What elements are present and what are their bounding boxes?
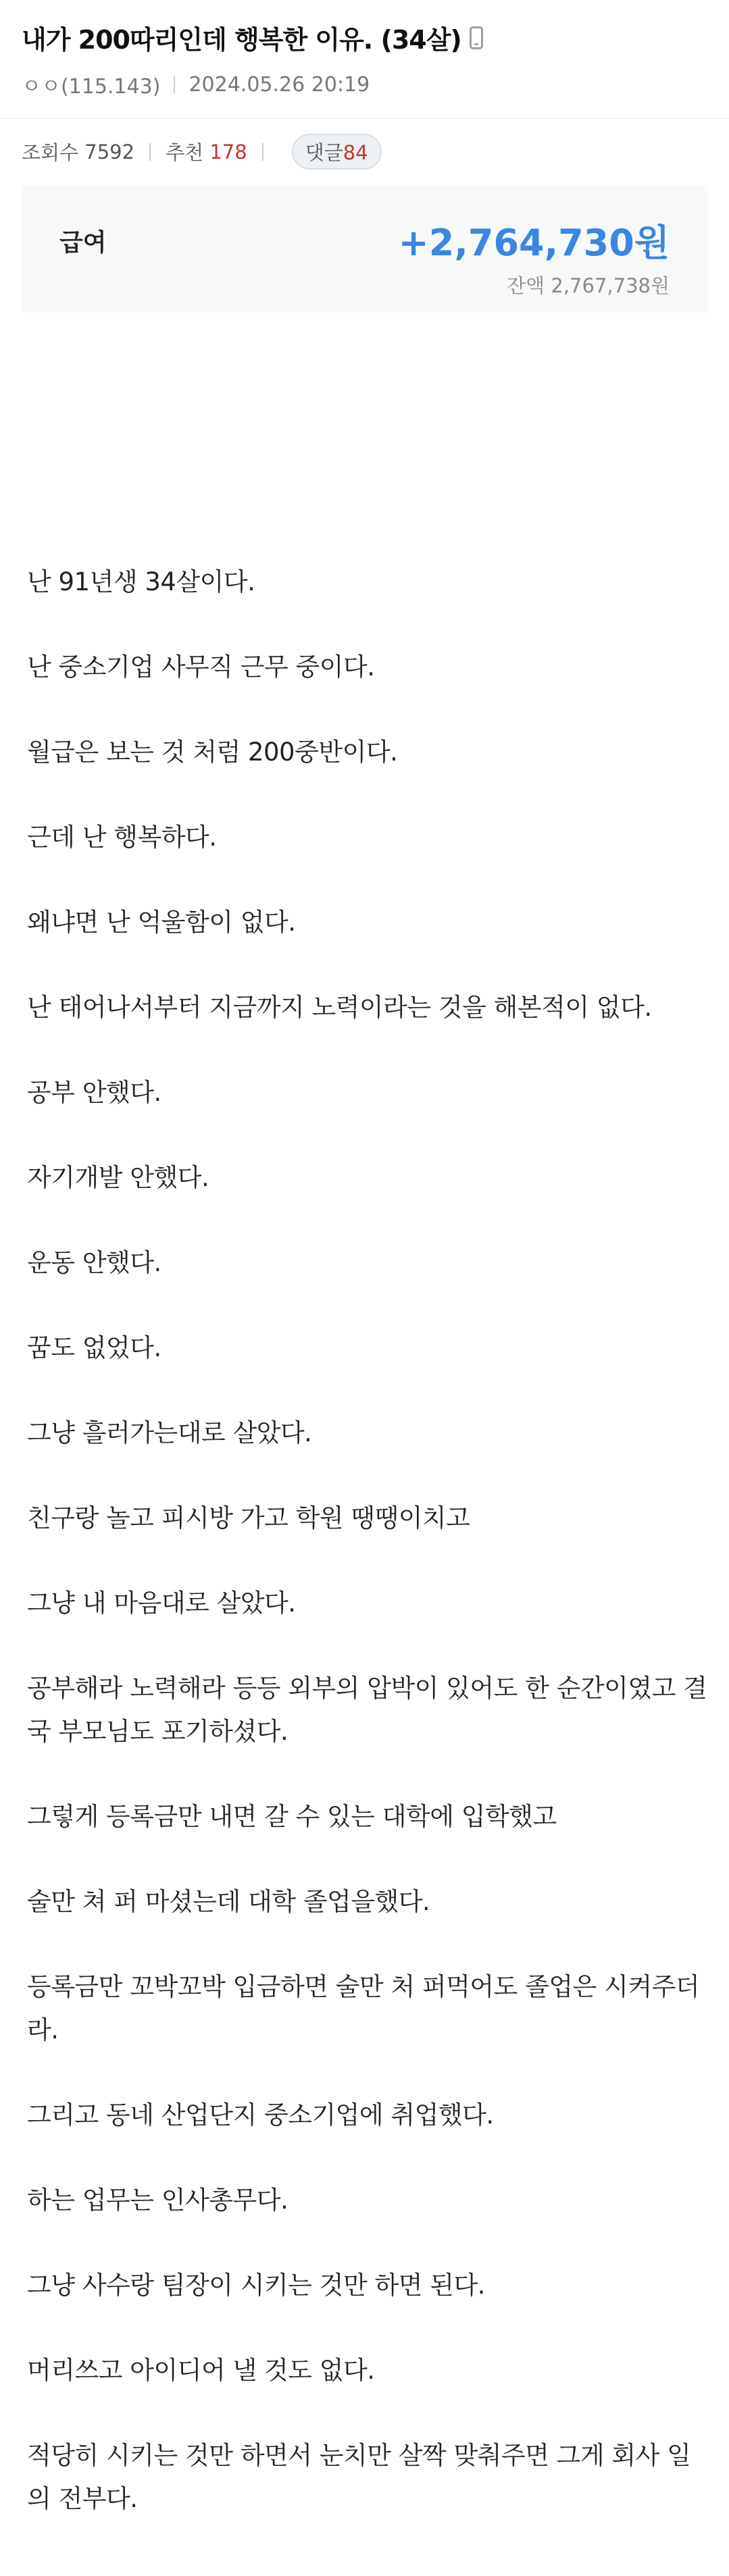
salary-card: [22, 186, 707, 313]
body-paragraph: 머리쓰고 아이디어 낼 것도 없다.: [27, 2356, 375, 2385]
title-row: [22, 19, 707, 56]
post-header: [0, 0, 729, 99]
comments-count: 84: [343, 141, 368, 164]
body-paragraph: 난 91년생 34살이다.: [27, 567, 255, 596]
body-paragraph: 적당히 시키는 것만 하면서 눈치만 살짝 맞춰주면 그게 회사 일의 전부다.: [27, 2441, 691, 2513]
stats-divider: [262, 143, 263, 161]
recommend-label: 추천: [166, 141, 204, 164]
meta-divider: [174, 76, 175, 93]
body-paragraph: 난 중소기업 사무직 근무 중이다.: [27, 652, 375, 681]
views-count: 7592: [84, 140, 135, 163]
balance-text: 잔액 2,767,738원: [507, 274, 670, 297]
body-paragraph: 술만 쳐 퍼 마셨는데 대학 졸업을했다.: [27, 1887, 430, 1916]
body-paragraph: 그냥 내 마음대로 살았다.: [27, 1589, 296, 1618]
comments-label: 댓글: [305, 141, 343, 164]
author-name[interactable]: ㅇㅇ(115.143): [22, 75, 161, 99]
body-paragraph: 근데 난 행복하다.: [27, 823, 217, 852]
stats-divider: [149, 143, 151, 161]
salary-amount: +2,764,730원: [398, 222, 670, 264]
body-paragraph: 월급은 보는 것 처럼 200중반이다.: [27, 738, 398, 767]
body-paragraph: 하는 업무는 인사총무다.: [27, 2186, 288, 2215]
recommend-count: 178: [209, 140, 247, 163]
salary-label: 급여: [59, 229, 107, 257]
body-paragraph: 운동 안했다.: [27, 1248, 161, 1277]
body-paragraph: 그렇게 등록금만 내면 갈 수 있는 대학에 입학했고: [27, 1802, 557, 1831]
body-paragraph: 그리고 동네 산업단지 중소기업에 취업했다.: [27, 2101, 494, 2130]
body-paragraph: 공부 안했다.: [27, 1078, 161, 1107]
body-paragraph: 친구랑 놀고 피시방 가고 학원 땡땡이치고: [27, 1503, 470, 1532]
post-stats: [0, 119, 729, 170]
comments-button[interactable]: [292, 134, 382, 170]
post-meta: [22, 70, 707, 99]
body-paragraph: 난 태어나서부터 지금까지 노력이라는 것을 해본적이 없다.: [27, 993, 652, 1022]
body-paragraph: 그냥 흘러가는대로 살았다.: [27, 1418, 312, 1447]
post-body: [27, 561, 709, 2562]
views-label: 조회수: [22, 141, 79, 164]
body-paragraph: 꿈도 없었다.: [27, 1333, 161, 1362]
body-paragraph: 왜냐면 난 억울함이 없다.: [27, 908, 296, 937]
post-date: 2024.05.26 20:19: [188, 72, 370, 97]
body-paragraph: 자기개발 안했다.: [27, 1163, 209, 1192]
mobile-phone-icon: [470, 26, 483, 49]
body-paragraph: 등록금만 꼬박꼬박 입금하면 술만 처 퍼먹어도 졸업은 시켜주더라.: [27, 1972, 700, 2044]
body-paragraph: 그냥 사수랑 팀장이 시키는 것만 하면 된다.: [27, 2271, 485, 2300]
post-title: 내가 200따리인데 행복한 이유. (34살): [22, 25, 461, 55]
body-paragraph: 공부해라 노력해라 등등 외부의 압박이 있어도 한 순간이였고 결국 부모님도 포기하셨다.: [27, 1674, 707, 1746]
